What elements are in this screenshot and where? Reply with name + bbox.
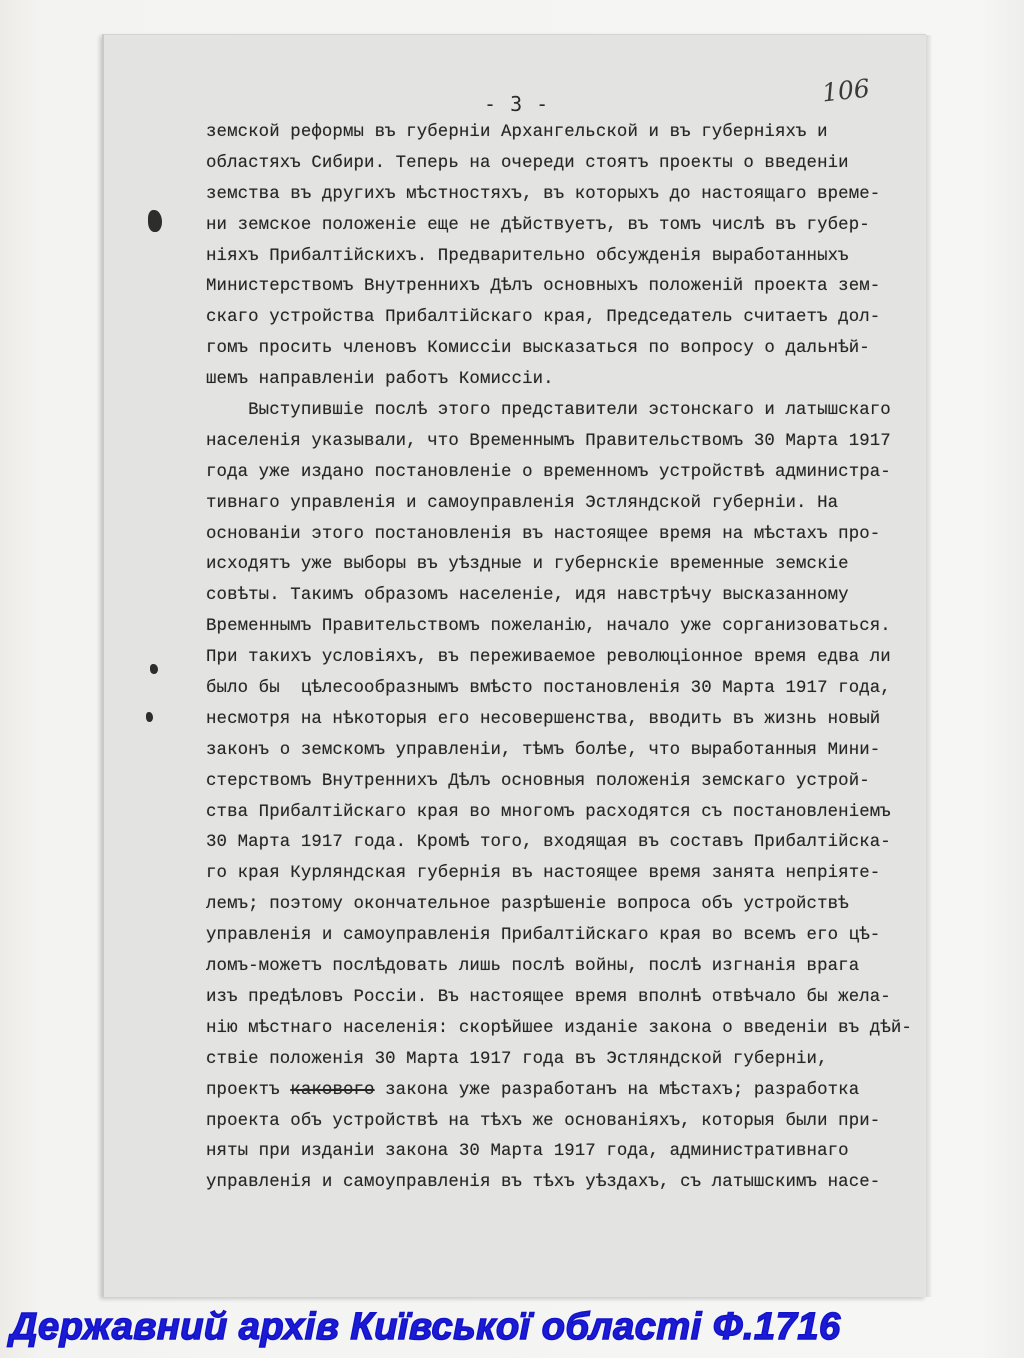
text-line-part: проектъ xyxy=(206,1080,291,1100)
text-line: гомъ просить членовъ Комиссіи высказаться по вопросу о дальнѣй- xyxy=(206,339,870,359)
text-line: шемъ направленіи работъ Комиссіи. xyxy=(206,370,554,390)
text-line: ніяхъ Прибалтійскихъ. Предварительно обсужденія выработанныхъ xyxy=(206,246,849,266)
text-line: тивнаго управленія и самоуправленія Эстляндской губерніи. На xyxy=(206,493,839,513)
text-line: года уже издано постановленіе о временномъ устройствѣ администра- xyxy=(206,462,891,482)
handwritten-folio-number: 106 xyxy=(820,73,872,108)
text-line: нію мѣстнаго населенія: скорѣйшее изданіе закона о введеніи въ дѣй- xyxy=(206,1018,912,1038)
typed-text-body xyxy=(206,118,912,1199)
text-line: стерствомъ Внутреннихъ Дѣлъ основныя положенія земскаго устрой- xyxy=(206,771,870,791)
text-line: областяхъ Сибири. Теперь на очереди стоятъ проекты о введеніи xyxy=(206,153,849,173)
text-line: Министерствомъ Внутреннихъ Дѣлъ основныхъ положеній проекта зем- xyxy=(206,277,881,297)
archive-watermark: Державний архів Київської області Ф.1716 xyxy=(10,1306,841,1348)
text-line: было бы цѣлесообразнымъ вмѣсто постановленія 30 Марта 1917 года, xyxy=(206,679,891,699)
text-line: земства въ другихъ мѣстностяхъ, въ которыхъ до настоящаго време- xyxy=(206,184,881,204)
struck-out-word: каковогo xyxy=(290,1080,375,1100)
text-line: При такихъ условіяхъ, въ переживаемое революціонное время едва ли xyxy=(206,648,891,668)
text-line: основаніи этого постановленія въ настоящее время на мѣстахъ про- xyxy=(206,524,881,544)
text-line: ни земское положеніе еще не дѣйствуетъ, въ томъ числѣ въ губер- xyxy=(206,215,870,235)
text-line: скаго устройства Прибалтійскаго края, Председатель считаетъ дол- xyxy=(206,308,881,328)
text-line: совѣты. Такимъ образомъ населеніе, идя навстрѣчу высказанному xyxy=(206,586,849,606)
text-line: законъ о земскомъ управленіи, тѣмъ болѣе, что выработанныя Мини- xyxy=(206,740,881,760)
text-line: управленія и самоуправленія Прибалтійскаго края во всемъ его цѣ- xyxy=(206,926,881,946)
text-line: управленія и самоуправленія въ тѣхъ уѣздахъ, съ латышскимъ насе- xyxy=(206,1173,881,1193)
text-line: исходятъ уже выборы въ уѣздные и губернскіе временные земскіе xyxy=(206,555,849,575)
text-line: 30 Марта 1917 года. Кромѣ того, входящая въ составъ Прибалтійска- xyxy=(206,833,891,853)
page-number: - 3 - xyxy=(484,92,550,116)
text-line: населенія указывали, что Временнымъ Правительствомъ 30 Марта 1917 xyxy=(206,431,891,451)
text-line: лемъ; поэтому окончательное разрѣшеніе вопроса объ устройствѣ xyxy=(206,895,849,915)
text-line: изъ предѣловъ Россіи. Въ настоящее время вполнѣ отвѣчало бы жела- xyxy=(206,987,891,1007)
ink-spot xyxy=(146,712,153,722)
text-line: проекта объ устройствѣ на тѣхъ же основаніяхъ, которыя были при- xyxy=(206,1111,881,1131)
text-line: ства Прибалтійскаго края во многомъ расходятся съ постановленіемъ xyxy=(206,802,891,822)
text-line: Выступившіе послѣ этого представители эстонскаго и латышскаго xyxy=(206,401,891,421)
text-line: земской реформы въ губерніи Архангельской и въ губерніяхъ и xyxy=(206,123,828,142)
ink-spot xyxy=(150,664,158,674)
text-line: Временнымъ Правительствомъ пожеланію, начало уже сорганизоваться. xyxy=(206,617,891,637)
text-line: ломъ-можетъ послѣдовать лишь послѣ войны, послѣ изгнанія врага xyxy=(206,957,860,977)
ink-spot xyxy=(148,210,162,232)
text-line: го края Курляндская губернія въ настоящее время занята непріяте- xyxy=(206,864,881,884)
text-line: ствіе положенія 30 Марта 1917 года въ Эстляндской губерніи, xyxy=(206,1049,828,1069)
text-line-part: закона уже разработанъ на мѣстахъ; разработка xyxy=(374,1080,860,1100)
text-line xyxy=(206,1076,896,1107)
text-line: няты при изданіи закона 30 Марта 1917 года, административнаго xyxy=(206,1142,849,1162)
text-line: несмотря на нѣкоторыя его несовершенства, вводить въ жизнь новый xyxy=(206,709,881,729)
